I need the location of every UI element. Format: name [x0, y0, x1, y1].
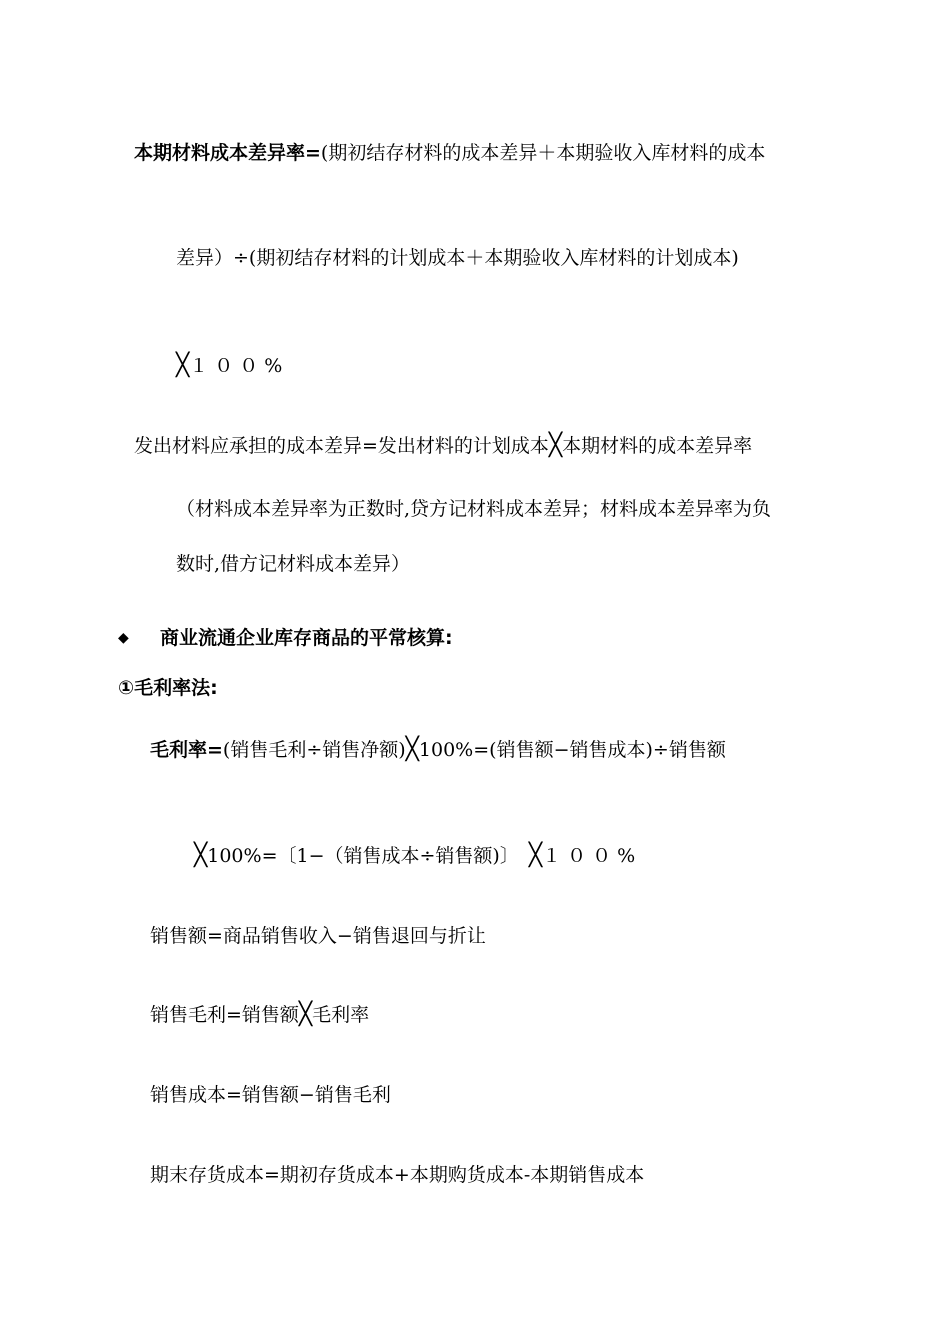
formula-text: 毛利率	[312, 1004, 370, 1026]
multiply-symbol: ╳	[176, 353, 190, 378]
diamond-bullet-icon: ◆	[118, 630, 129, 646]
note-line2	[176, 552, 410, 576]
formula-text: (销售毛利÷销售净额)	[222, 739, 406, 761]
formula-text: 销售毛利=销售额	[150, 1004, 299, 1026]
formula-text: １００%	[189, 355, 289, 377]
formula-issued-material-variance	[134, 434, 752, 458]
formula-gross-profit	[150, 1003, 369, 1027]
formula-cost-of-sales	[150, 1083, 391, 1107]
note-text: 数时,借方记材料成本差异）	[176, 553, 411, 575]
formula-gross-margin-rate-line2	[194, 844, 641, 868]
formula-text: 100%=(销售额−销售成本)÷销售额	[418, 739, 726, 761]
multiply-symbol: ╳	[548, 433, 563, 458]
formula-text: (期初结存材料的成本差异＋本期验收入库材料的成本	[320, 142, 766, 164]
formula-text: 期末存货成本=期初存货成本+本期购货成本-本期销售成本	[150, 1164, 645, 1186]
formula-text: １００%	[542, 845, 642, 867]
formula-sales-amount	[150, 924, 486, 948]
formula-cost-variance-rate-line1	[134, 141, 765, 165]
formula-term-bold: 本期材料成本差异率=	[134, 142, 321, 164]
formula-text: 销售额=商品销售收入−销售退回与折让	[150, 925, 486, 947]
formula-cost-variance-rate-line2	[176, 246, 739, 270]
formula-gross-margin-rate-line1	[150, 738, 726, 762]
multiply-symbol: ╳	[405, 737, 419, 762]
subheading-gross-margin-method	[118, 676, 218, 700]
multiply-symbol: ╳	[194, 843, 208, 868]
formula-ending-inventory	[150, 1163, 644, 1187]
formula-cost-variance-rate-line3	[176, 354, 288, 378]
multiply-symbol: ╳	[298, 1002, 313, 1027]
formula-text: 发出材料应承担的成本差异=发出材料的计划成本	[134, 435, 549, 457]
section-heading	[160, 626, 453, 650]
subheading-text: ①毛利率法:	[118, 677, 218, 699]
multiply-symbol: ╳	[528, 843, 543, 868]
note-line1	[176, 497, 771, 521]
section-heading-text: 商业流通企业库存商品的平常核算:	[160, 627, 453, 649]
formula-term-bold: 毛利率=	[150, 739, 223, 761]
formula-text: 本期材料的成本差异率	[562, 435, 753, 457]
note-text: （材料成本差异率为正数时,贷方记材料成本差异；材料成本差异率为负	[176, 498, 772, 520]
formula-text: 销售成本=销售额−销售毛利	[150, 1084, 391, 1106]
formula-text: 差异）÷(期初结存材料的计划成本＋本期验收入库材料的计划成本)	[176, 247, 739, 269]
formula-text: 100%=〔1−（销售成本÷销售额)〕	[207, 845, 519, 867]
